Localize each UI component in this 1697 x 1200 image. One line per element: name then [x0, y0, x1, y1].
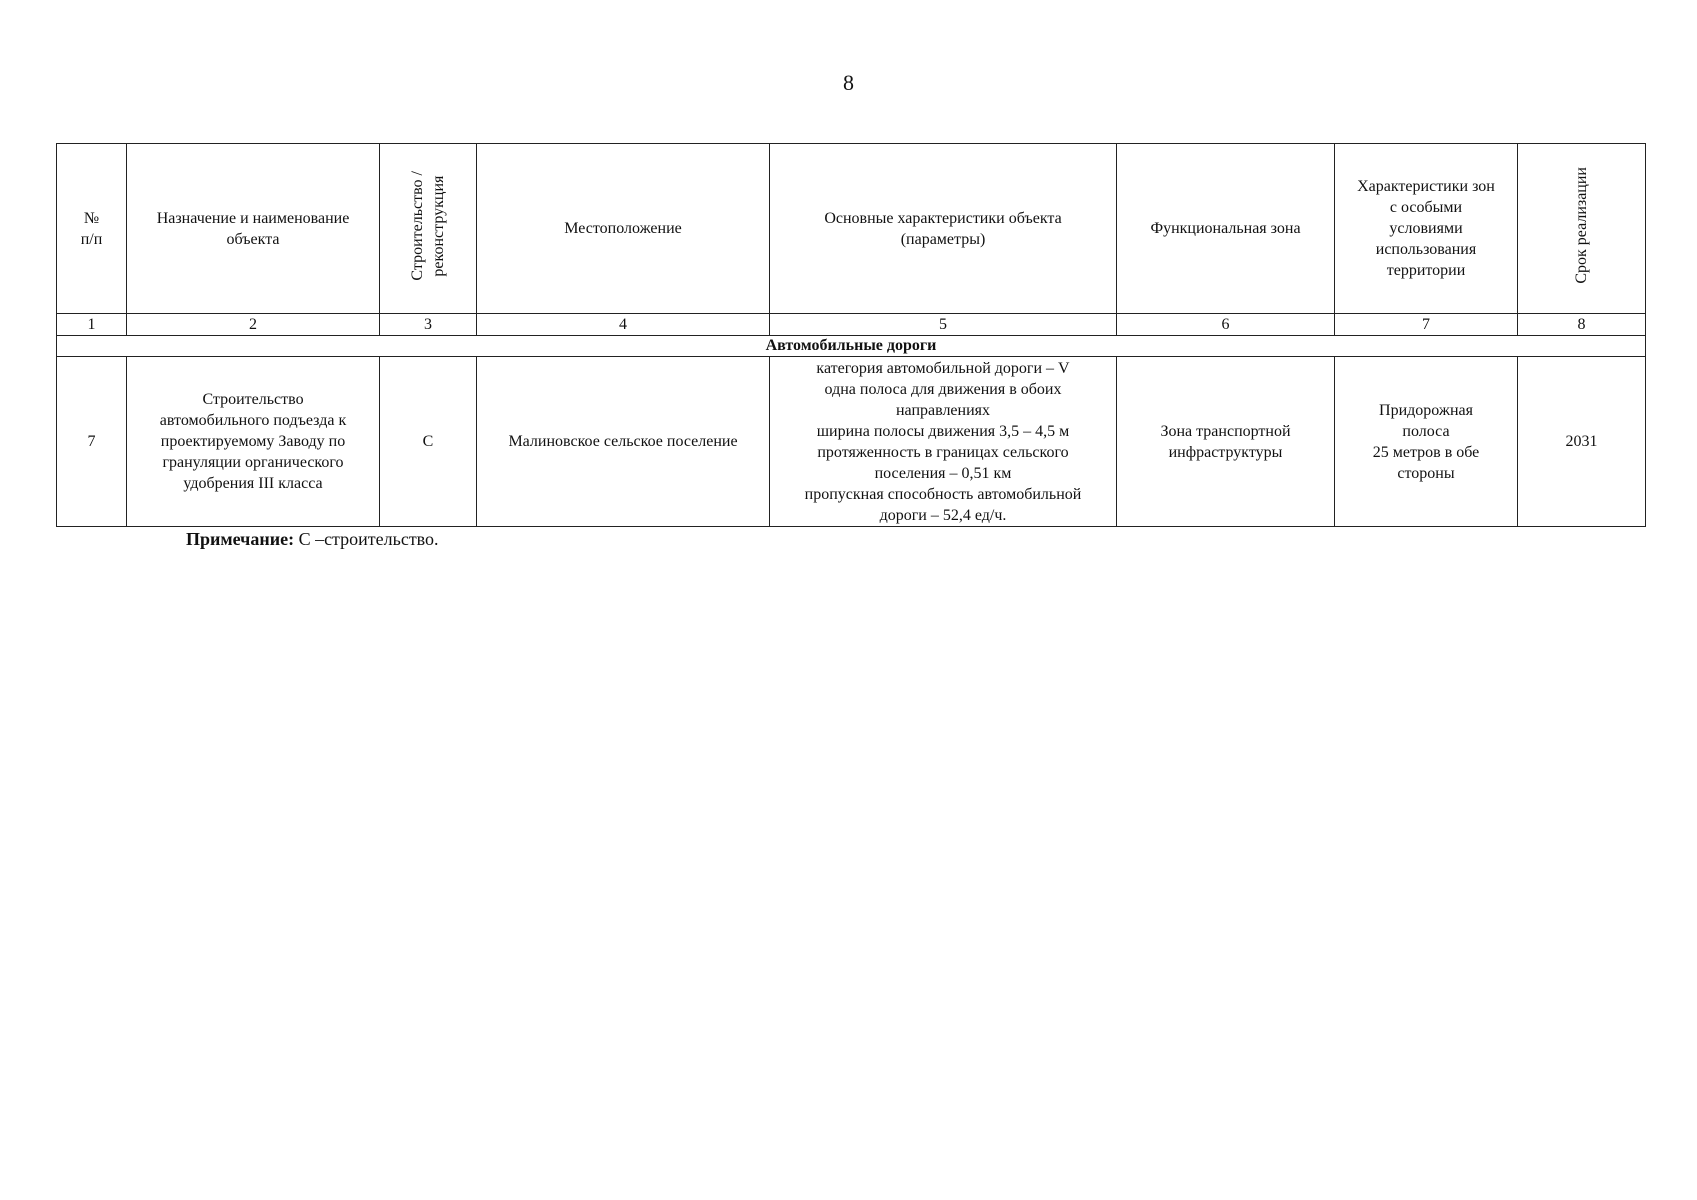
page-number: 8	[843, 70, 854, 95]
header-object-name: Назначение и наименование объекта	[127, 144, 380, 314]
section-row	[57, 336, 1646, 357]
row-restriction-zones: Придорожная полоса 25 метров в обе стороны	[1335, 357, 1518, 527]
row-deadline: 2031	[1518, 357, 1646, 527]
header-deadline: Срок реализации	[1518, 144, 1646, 314]
header-restriction-zones: Характеристики зон с особыми условиями использования территории	[1335, 144, 1518, 314]
row-characteristics: категория автомобильной дороги – V одна полоса для движения в обоих направлениях ширина полосы движения 3,5 – 4,5 м протяженность в границах сельского поселения – 0,51 км пропускная способность автомобильной дороги – 52,4 ед/ч.	[770, 357, 1117, 527]
section-title: Автомобильные дороги	[57, 336, 1646, 357]
column-number: 2	[127, 314, 380, 336]
header-functional-zone: Функциональная зона	[1117, 144, 1335, 314]
footnote-label: Примечание:	[186, 529, 295, 549]
header-construction-type: Строительство / реконструкция	[380, 144, 477, 314]
row-location: Малиновское сельское поселение	[477, 357, 770, 527]
row-construction-type: С	[380, 357, 477, 527]
column-number: 4	[477, 314, 770, 336]
column-number-row	[57, 314, 1646, 336]
header-number: № п/п	[57, 144, 127, 314]
table-row	[57, 357, 1646, 527]
row-functional-zone: Зона транспортной инфраструктуры	[1117, 357, 1335, 527]
table-header-row	[57, 144, 1646, 314]
header-characteristics: Основные характеристики объекта (параметры)	[770, 144, 1117, 314]
header-location: Местоположение	[477, 144, 770, 314]
column-number: 6	[1117, 314, 1335, 336]
footnote-text: С –строительство.	[294, 529, 439, 549]
column-number: 5	[770, 314, 1117, 336]
footnote	[186, 527, 439, 551]
column-number: 8	[1518, 314, 1646, 336]
row-number: 7	[57, 357, 127, 527]
row-object-name: Строительство автомобильного подъезда к проектируемому Заводу по грануляции органического удобрения III класса	[127, 357, 380, 527]
objects-table	[56, 143, 1646, 527]
column-number: 3	[380, 314, 477, 336]
column-number: 1	[57, 314, 127, 336]
column-number: 7	[1335, 314, 1518, 336]
